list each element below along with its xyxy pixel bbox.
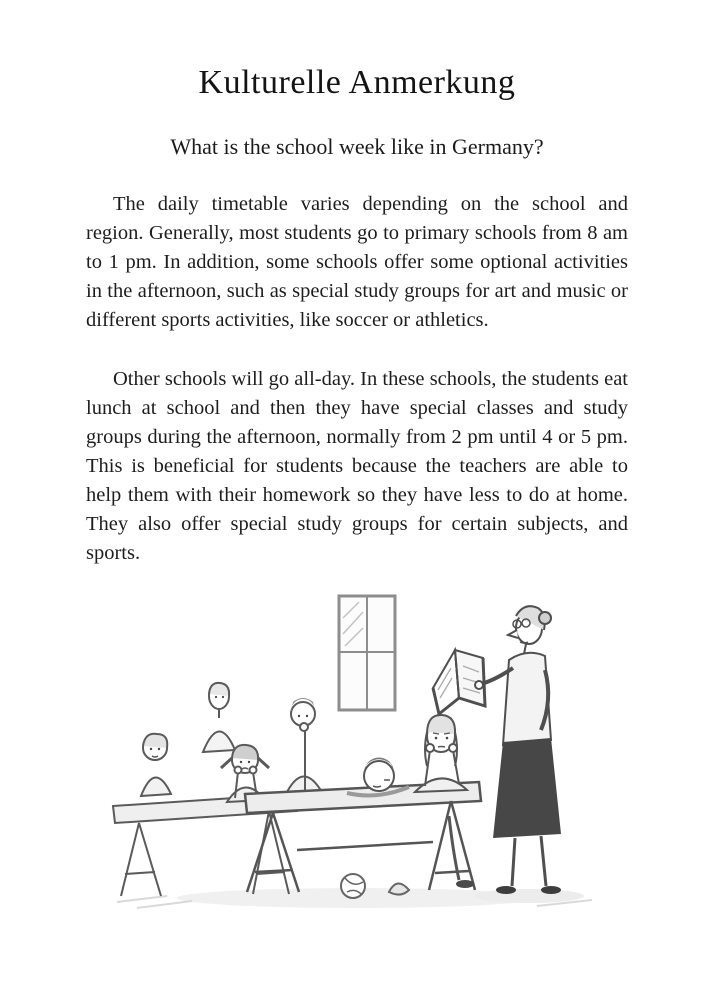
student-tall-girl <box>203 683 235 752</box>
page-title: Kulturelle Anmerkung <box>198 64 516 101</box>
classroom-illustration-svg <box>97 590 617 925</box>
front-desk <box>245 782 481 892</box>
window <box>339 596 395 710</box>
paragraph-2: Other schools will go all-day. In these schools, the students eat lunch at school and then they have special classes and study groups during the afternoon, normally from 2 pm until 4 or 5 pm. This is beneficial for students because the teachers are able to help them with their homework so they have less to do at home. They also offer special study groups for certain subjects, and sports. <box>86 368 628 564</box>
student-chin-on-hand <box>285 698 323 796</box>
student-far-left <box>141 734 171 796</box>
classroom-illustration <box>0 590 714 925</box>
paragraph-1: The daily timetable varies depending on the school and region. Generally, most students go to primary schools from 8 am to 1 pm. In addition, some schools offer some optional activities in the afternoon, such as special study groups for art and music or different sports activities, like soccer or athletics. <box>86 193 628 331</box>
page-subtitle: What is the school week like in Germany? <box>170 134 544 159</box>
